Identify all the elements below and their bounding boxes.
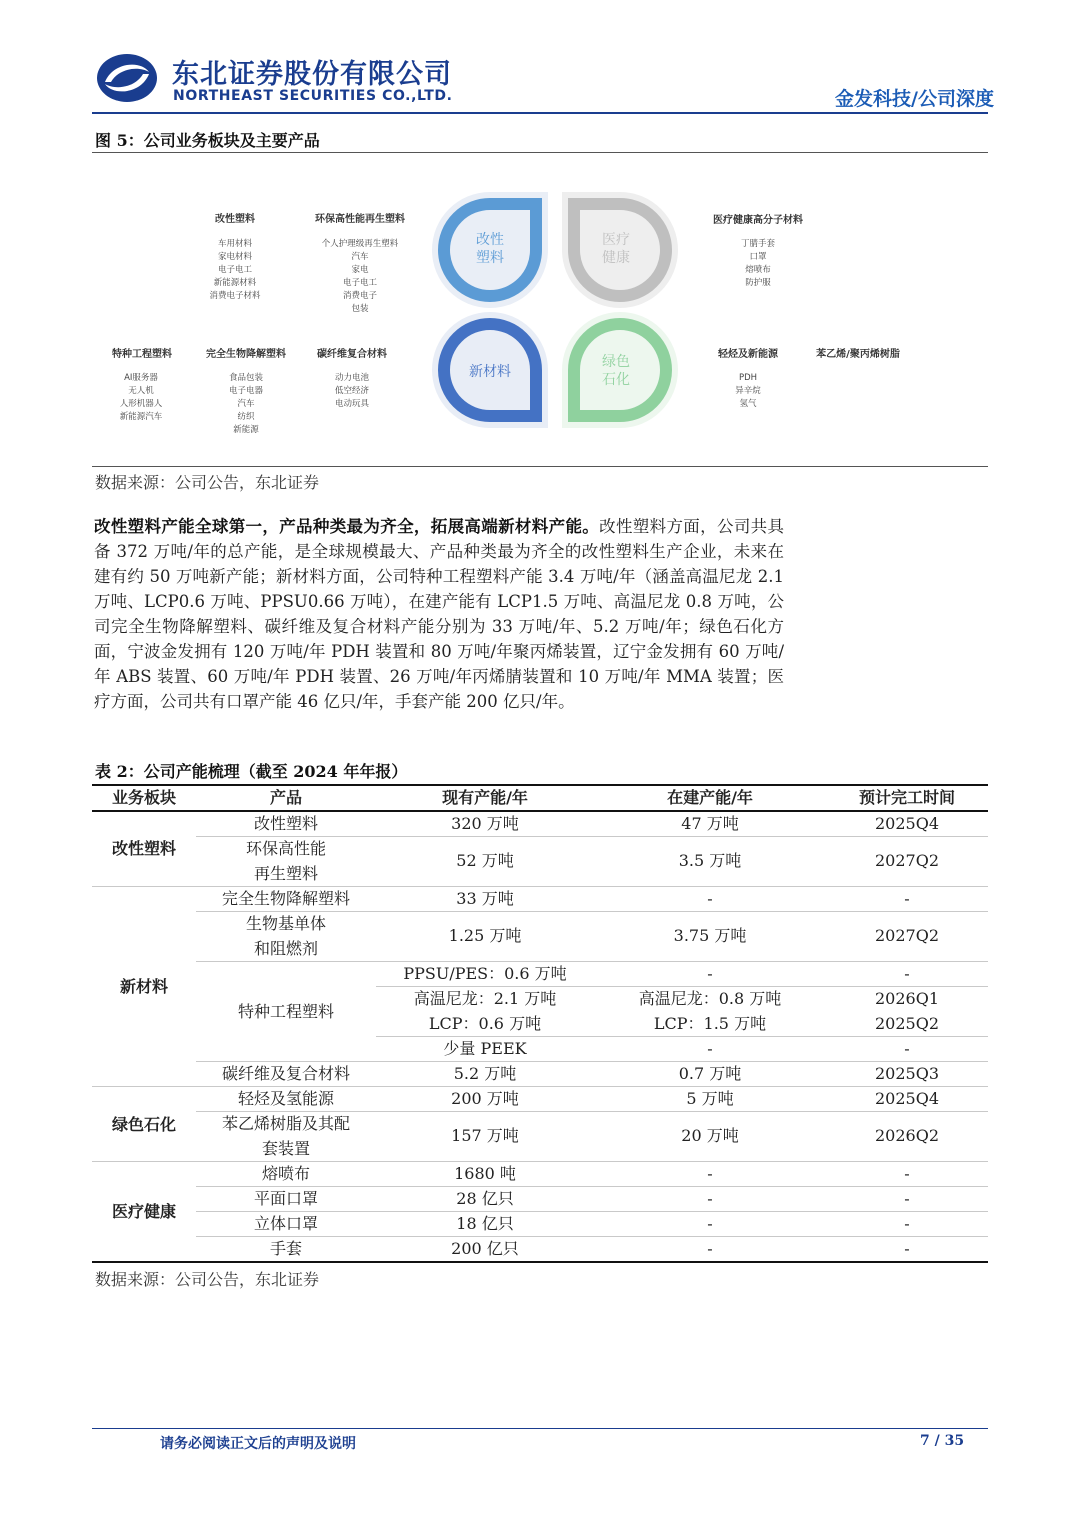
group-title: 改性塑料 bbox=[215, 214, 255, 225]
quadrant-label: 医疗 bbox=[602, 232, 630, 248]
group-title: 环保高性能再生塑料 bbox=[315, 214, 405, 225]
segment-label: 新材料 bbox=[119, 977, 168, 996]
figure-source: 数据来源：公司公告，东北证券 bbox=[95, 473, 320, 492]
segment-label: 医疗健康 bbox=[111, 1202, 176, 1221]
group-title: 苯乙烯/聚丙烯树脂 bbox=[816, 349, 900, 360]
table-header: 在建产能/年 bbox=[667, 788, 753, 807]
quadrant-label: 绿色 bbox=[602, 354, 630, 370]
company-logo-icon bbox=[95, 52, 159, 104]
company-name-en: NORTHEAST SECURITIES CO.,LTD. bbox=[173, 88, 453, 104]
capacity-table: 业务板块 产品 现有产能/年 在建产能/年 预计完工时间 改性塑料 新材料 绿色石化 医疗健康 改性塑料 320 万吨 47 万吨 2025Q4 环保高性能 再生塑料 52 万吨 3.5 万吨 2027Q2 完全生物降解塑料 33 万吨 - - 生物基单体 和阻燃剂 1.25 万吨 3.75 万吨 2027Q2 特种工程塑料 PPSU/PES：0.6 万吨 - - 高温尼龙：2.1 万吨 高温尼龙：0.8 万吨 2026Q1 LCP：0.6 万吨 LCP：1.5 万吨 2025Q2 少量 PEEK - - 碳纤维及复合材料 5.2 万吨 0.7 万吨 2025Q3 轻烃及氢能源 200 万吨 5 万吨 2025Q4 苯乙烯树脂及其配 套装置 157 万吨 20 万吨 2026Q2 熔喷布 1680 吨 - - 平面口罩 28 亿只 - - 立体口罩 18 亿只 - - 手套 200 亿只 - - bbox=[92, 784, 988, 1264]
table-header: 产品 bbox=[269, 788, 302, 807]
figure-title: 图 5：公司业务板块及主要产品 bbox=[95, 131, 320, 150]
figure-top-rule bbox=[92, 152, 988, 153]
quadrant-label: 改性 bbox=[476, 232, 504, 248]
group-items: 车用材料 家电材料 电子电工 新能源材料 消费电子材料 bbox=[209, 239, 261, 301]
header-divider bbox=[92, 112, 988, 114]
group-items: 个人护理级再生塑料 汽车 家电 电子电工 消费电子 包装 bbox=[321, 239, 399, 314]
table-header: 预计完工时间 bbox=[858, 788, 955, 807]
table-header: 现有产能/年 bbox=[442, 788, 528, 807]
group-title: 特种工程塑料 bbox=[112, 349, 172, 360]
quadrant-label: 塑料 bbox=[476, 250, 504, 266]
group-title: 完全生物降解塑料 bbox=[206, 349, 286, 360]
group-items: AI服务器 无人机 人形机器人 新能源汽车 bbox=[119, 373, 163, 422]
quadrant-label: 石化 bbox=[602, 372, 630, 388]
body-paragraph bbox=[94, 514, 784, 714]
group-title: 轻烃及新能源 bbox=[718, 349, 778, 360]
quadrant-label: 新材料 bbox=[469, 364, 511, 380]
report-tag: 金发科技/公司深度 bbox=[835, 88, 994, 110]
group-title: 碳纤维复合材料 bbox=[317, 349, 387, 360]
group-items: 丁腈手套 口罩 熔喷布 防护服 bbox=[740, 239, 775, 288]
figure-bottom-rule bbox=[92, 466, 988, 467]
business-quadrant-graphic bbox=[430, 190, 680, 430]
table-header: 业务板块 bbox=[111, 788, 176, 807]
table-source: 数据来源：公司公告，东北证券 bbox=[95, 1270, 320, 1289]
group-items: 动力电池 低空经济 电动玩具 bbox=[334, 373, 369, 409]
footer-divider bbox=[92, 1428, 988, 1429]
segment-label: 改性塑料 bbox=[111, 839, 176, 858]
group-items: PDH 异辛烷 氢气 bbox=[735, 373, 761, 409]
group-items: 食品包装 电子电器 汽车 纺织 新能源 bbox=[228, 373, 263, 435]
group-title: 医疗健康高分子材料 bbox=[713, 215, 803, 226]
company-name-cn: 东北证券股份有限公司 bbox=[172, 59, 452, 90]
page-number: 7 / 35 bbox=[920, 1433, 965, 1449]
footer-notice: 请务必阅读正文后的声明及说明 bbox=[160, 1436, 356, 1452]
table-title: 表 2：公司产能梳理（截至 2024 年年报） bbox=[95, 762, 408, 781]
segment-label: 绿色石化 bbox=[111, 1115, 176, 1134]
quadrant-label: 健康 bbox=[602, 250, 630, 266]
paragraph-text: 改性塑料方面，公司共具备 372 万吨/年的总产能，是全球规模最大、产品种类最为齐全的改性塑料生产企业，未来在建有约 50 万吨新产能；新材料方面，公司特种工程塑料产能 3.4 万吨/年（涵盖高温尼龙 2.1 万吨、LCP0.6 万吨、PPSU0.66 万吨），在建产能有 LCP1.5 万吨、高温尼龙 0.8 万吨，公司完全生物降解塑料、碳纤维及复合材料产能分别为 33 万吨/年、5.2 万吨/年；绿色石化方面，宁波金发拥有 120 万吨/年 PDH 装置和 80 万吨/年聚丙烯装置，辽宁金发拥有 60 万吨/年 ABS 装置、60 万吨/年 PDH 装置、26 万吨/年丙烯腈装置和 10 万吨/年 MMA 装置；医疗方面，公司共有口罩产能 46 亿只/年，手套产能 200 亿只/年。 bbox=[94, 517, 785, 711]
table-bottom-rule bbox=[92, 1261, 988, 1263]
paragraph-lead: 改性塑料产能全球第一，产品种类最为齐全，拓展高端新材料产能。 bbox=[94, 517, 600, 536]
